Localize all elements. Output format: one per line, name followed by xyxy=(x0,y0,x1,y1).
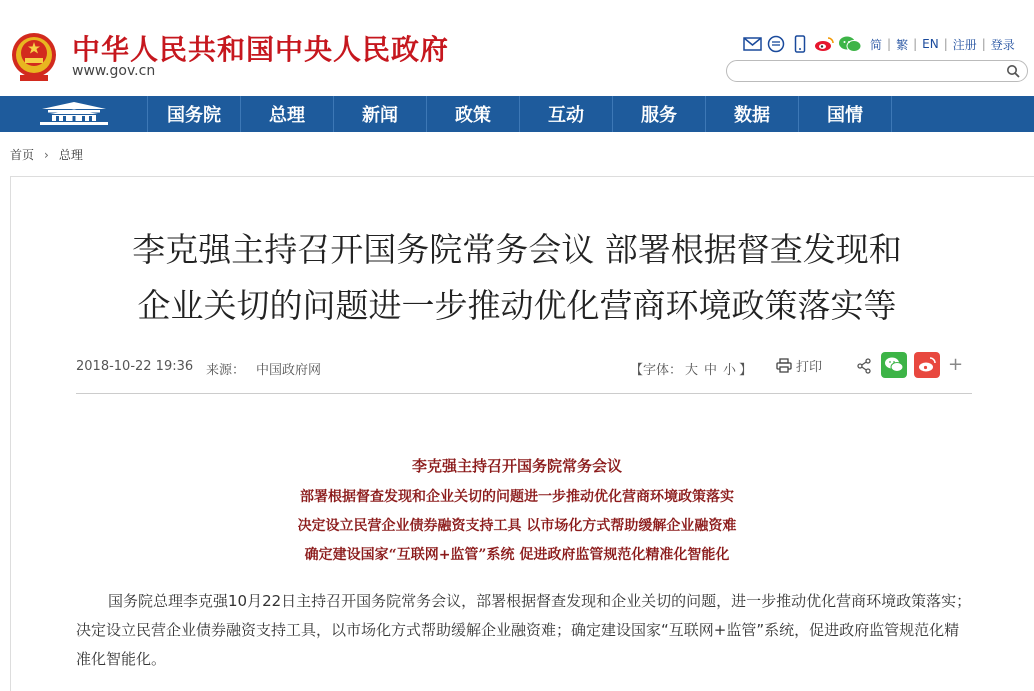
article-subtitle: 部署根据督查发现和企业关切的问题进一步推动优化营商环境政策落实 xyxy=(300,489,734,505)
font-size-medium[interactable]: 中 xyxy=(704,363,718,378)
nav-item-state-council[interactable]: 国务院 xyxy=(148,96,241,132)
header-tools xyxy=(742,34,1015,54)
share-icon[interactable] xyxy=(856,358,872,374)
link-separator: | xyxy=(913,37,918,51)
nav-item-data[interactable]: 数据 xyxy=(706,96,799,132)
headline-line: 李克强主持召开国务院常务会议 部署根据督查发现和 xyxy=(132,230,902,269)
english-link[interactable]: EN xyxy=(922,37,939,51)
headline-line: 企业关切的问题进一步推动优化营商环境政策落实等 xyxy=(137,286,897,325)
language-links xyxy=(870,36,1015,53)
nav-item-services[interactable]: 服务 xyxy=(613,96,706,132)
site-title[interactable]: 中华人民共和国中央人民政府 xyxy=(72,33,450,66)
printer-icon xyxy=(776,358,792,373)
article-subtitle: 决定设立民营企业债券融资支持工具 以市场化方式帮助缓解企业融资难 xyxy=(297,518,737,534)
mail-icon[interactable] xyxy=(742,35,762,53)
login-link[interactable]: 登录 xyxy=(990,37,1015,52)
more-share-button[interactable]: + xyxy=(948,354,964,375)
search-icon[interactable] xyxy=(1006,64,1020,78)
link-separator: | xyxy=(887,37,892,51)
article-subtitle: 李克强主持召开国务院常务会议 xyxy=(411,457,622,475)
font-size-control xyxy=(630,359,752,378)
chevron-right-icon: › xyxy=(44,147,49,162)
font-size-large[interactable]: 大 xyxy=(685,363,699,378)
font-close: 】 xyxy=(739,363,753,378)
search-input[interactable] xyxy=(737,63,997,79)
breadcrumb-premier[interactable]: 总理 xyxy=(58,148,83,162)
article-body: 国务院总理李克强10月22日主持召开国务院常务会议，部署根据督查发现和企业关切的问题，进一步推动优化营商环境政策落实；决定设立民营企业债券融资支持工具，以市场化方式帮助缓解企业融资难；确定建设国家“互联网+监管”系统，促进政府监管规范化精准化智能化。 xyxy=(76,592,972,668)
link-separator: | xyxy=(981,37,986,51)
site-url[interactable]: www.gov.cn xyxy=(72,63,156,79)
home-building-icon xyxy=(36,101,112,127)
publish-time: 2018-10-22 19:36 xyxy=(76,359,194,374)
simplified-link[interactable]: 简 xyxy=(870,37,883,52)
nav-home[interactable] xyxy=(0,96,148,132)
search-box xyxy=(726,60,1028,82)
link-separator: | xyxy=(943,37,948,51)
nav-item-news[interactable]: 新闻 xyxy=(334,96,427,132)
article-headline xyxy=(0,222,1034,334)
mobile-icon[interactable] xyxy=(790,35,810,53)
nav-item-policy[interactable]: 政策 xyxy=(427,96,520,132)
article-subtitle: 确定建设国家“互联网+监管”系统 促进政府监管规范化精准化智能化 xyxy=(304,547,730,563)
message-icon[interactable] xyxy=(766,35,786,53)
meta-divider xyxy=(76,393,972,394)
nav-item-premier[interactable]: 总理 xyxy=(241,96,334,132)
article-meta xyxy=(76,356,972,378)
font-label: 【字体： xyxy=(630,363,683,378)
print-label: 打印 xyxy=(796,360,823,375)
wechat-icon[interactable] xyxy=(838,35,862,53)
source-name: 中国政府网 xyxy=(256,363,322,378)
main-nav xyxy=(0,96,1034,132)
site-header xyxy=(0,0,1034,96)
share-wechat-button[interactable] xyxy=(881,352,907,378)
print-button[interactable] xyxy=(776,356,822,375)
register-link[interactable]: 注册 xyxy=(952,37,977,52)
nav-item-interaction[interactable]: 互动 xyxy=(520,96,613,132)
weibo-icon xyxy=(914,352,940,378)
traditional-link[interactable]: 繁 xyxy=(896,37,909,52)
source-label: 来源： xyxy=(206,363,246,378)
breadcrumb-home[interactable]: 首页 xyxy=(10,148,35,162)
nav-item-national-info[interactable]: 国情 xyxy=(799,96,892,132)
national-emblem-icon xyxy=(10,31,58,83)
wechat-icon xyxy=(881,352,907,378)
share-weibo-button[interactable] xyxy=(914,352,940,378)
breadcrumb xyxy=(10,146,83,163)
font-size-small[interactable]: 小 xyxy=(723,363,737,378)
weibo-icon[interactable] xyxy=(814,35,834,53)
